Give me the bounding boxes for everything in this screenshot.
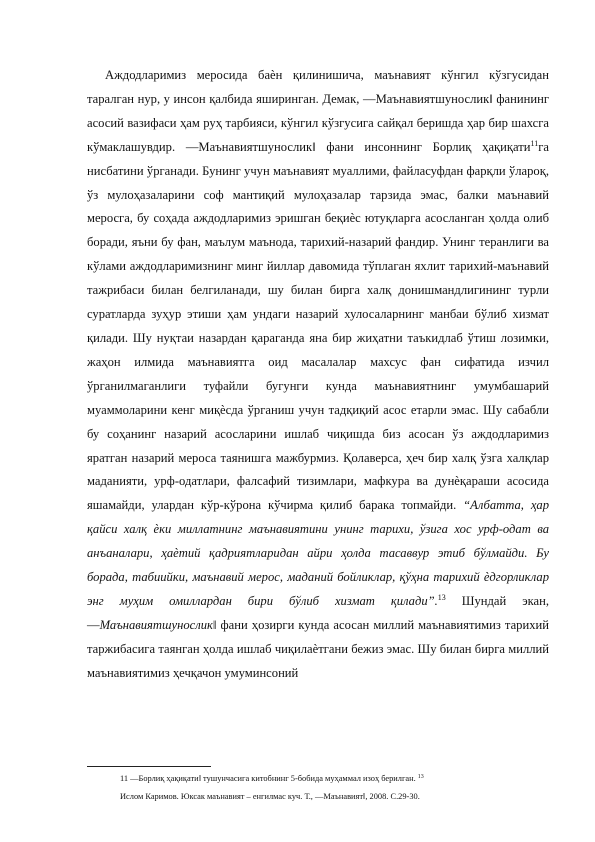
footnote-11 (120, 770, 550, 788)
footnote-13-marker: 13 (417, 774, 424, 780)
footnotes (120, 770, 550, 806)
footnote-13-text: Ислом Каримов. Юксак маънавият – енгилмас куч. Т., ―Маънавият‖, 2008. С.29-30. (120, 792, 420, 801)
footnote-ref-13: 13 (437, 592, 446, 602)
paragraph-text-part2: га нисбатини ўрганади. Бунинг учун маънавият муаллими, файласуфдан фарқли ўлароқ, ўз мулоҳазаларини соф мантиқий мулоҳазалар тарзида эмас, балки маънавий меросга, бу соҳада аждодларимиз эришган беқиѐс ютуқларга асосланган ҳолда олиб боради, яъни бу фан, маълум маънода, тарихий-назарий фандир. Унинг теранлиги ва кўлами аждодларимизнинг минг йиллар давомида тўплаган яхлит тарихий-маънавий тажрибаси билан белгиланади, шу билан бирга халқ донишмандлигининг турли суратларда зуҳур этиши ҳам ундаги назарий хулосаларнинг манбаи бўлиб хизмат қилади. Шу нуқтаи назардан қараганда яна бир жиҳатни таъкидлаб ўтиш лозимки, жаҳон илмида маънавиятга оид масалалар махсус фан сифатида изчил ўрганилмаганлиги туфайли бугунги кунда маънавиятнинг умумбашарий муаммоларини кенг миқѐсда ўрганиш учун тадқиқий асос етарли эмас. Шу сабабли бу соҳанинг назарий асосларини ишлаб чиқишда биз асосан ўз аждодларимиз яратган назарий мероса таянишга мажбурмиз. Қолаверса, ҳеч бир халқ ўзга халқлар маданияти, урф-одатлари, фалсафий тизимлари, мафкура ва дунѐқараши асосида яшамайди, улардан кўр-кўрона кўчирма қилиб барака топмайди. (87, 139, 549, 513)
main-paragraph (87, 64, 549, 686)
paragraph-text-part3: Шундай экан, ― (87, 593, 550, 632)
footnote-separator (87, 766, 211, 767)
footnote-ref-11: 11 (530, 138, 539, 148)
footnote-11-text: 11 ―Борлиқ ҳақиқати‖ тушунчасига китобнинг 5-бобида муҳаммал изоҳ берилган. (120, 774, 416, 783)
paragraph-text-part1: Аждодларимиз меросида баѐн қилинишича, маънавият кўнгил кўзгусидан таралган нур, у инсон қалбида яширинган. Демак, ―Маънавиятшунослик‖ фанининг асосий вазифаси ҳам руҳ тарбияси, кўнгил кўзгусига сайқал беришда ҳар бир шахсга кўмаклашувдир. ―Маънавиятшунослик‖ фани инсоннинг Борлиқ ҳақиқати (87, 68, 549, 154)
footnote-13 (120, 788, 550, 806)
italic-term: Маънавиятшунослик (99, 617, 213, 632)
paragraph-text-part4: ‖ фани ҳозирги кунда асосан миллий маънавиятимиз тарихий таржибасига таянган ҳолда ишлаб чиқилаѐтгани бежиз эмас. Шу билан бирга миллий маънавиятимиз ҳечқачон умуминсоний (87, 617, 549, 680)
italic-quote: “Албатта, ҳар қайси халқ ѐки миллатнинг маънавиятини унинг тарихи, ўзига хос урф-одат ва анъаналари, ҳаѐтий қадриятларидан айри ҳолда тасаввур этиб бўлмайди. Бу борада, табиийки, маънавий мерос, маданий бойликлар, қўҳна тарихий ѐдгорликлар энг муҳим омиллардан бири бўлиб хизмат қилади”. (87, 498, 550, 608)
